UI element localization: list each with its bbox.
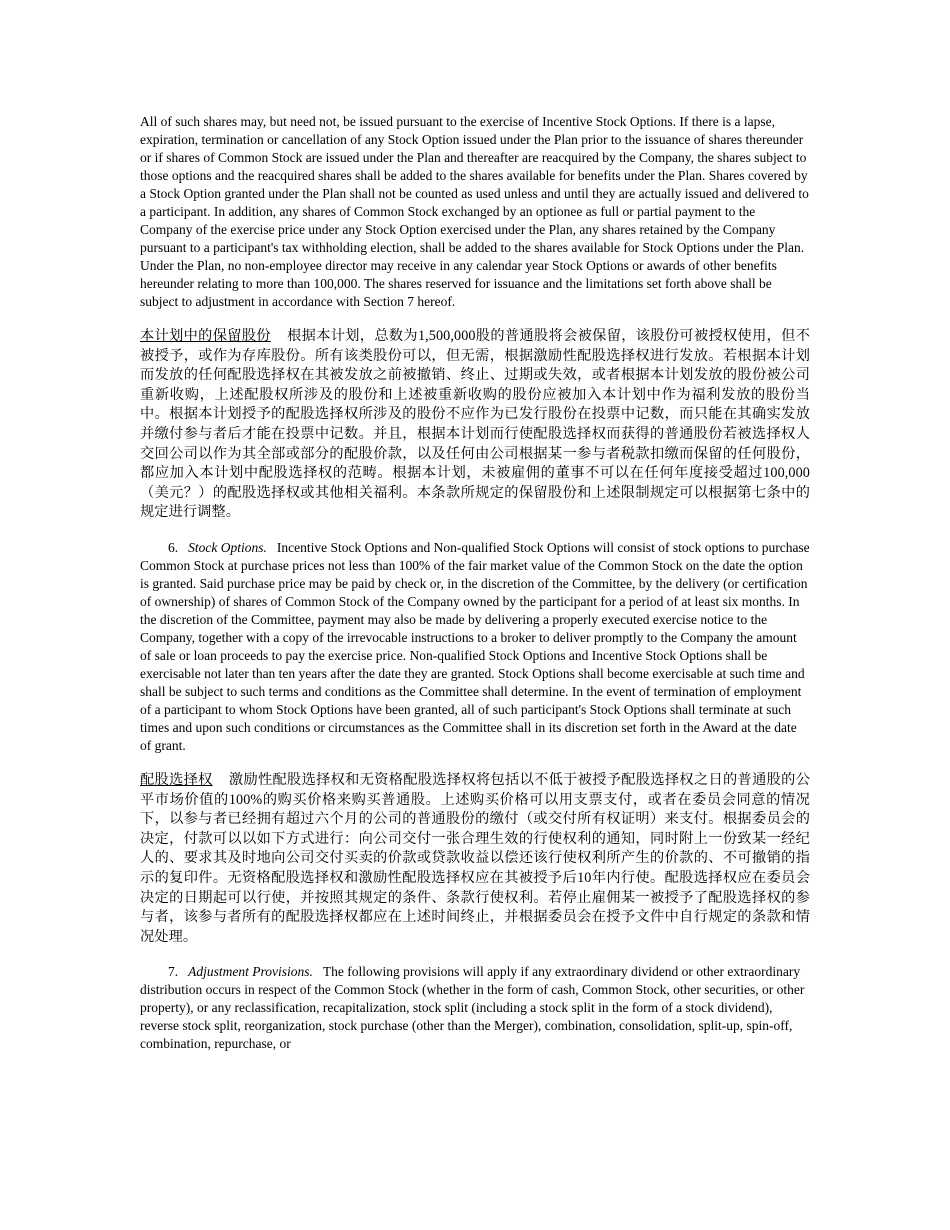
section-7-number: 7. <box>168 964 179 980</box>
body-stock-options-zh: 激励性配股选择权和无资格配股选择权将包括以不低于被授予配股选择权之日的普通股的公平市场价值的100%的购买价格来购买普通股。上述购买价格可以用支票支付，或者在委员会同意的情况下，以参与者已经拥有超过六个月的公司的普通股份的缴付（或交付所有权证明）来支付。根据委员会的决定，付款可以以如下方式进行：向公司交付一张合理生效的行使权利的通知，同时附上一份致某一经纪人的、要求其及时地向公司交付买卖的价款或贷款收益以偿还该行使权利所产生的价款的、不可撤销的指示的复印件。无资格配股选择权和激励性配股选择权应在其被授予后10年内行使。配股选择权应在委员会决定的日期起可以行使，并按照其规定的条件、条款行使权利。若停止雇佣某一被授予了配股选择权的参与者，该参与者所有的配股选择权都应在上述时间终止，并根据委员会在授予文件中自行规定的条款和情况处理。 <box>140 771 810 945</box>
section-6-number: 6. <box>168 539 179 555</box>
document-page <box>140 113 810 1053</box>
paragraph-section-7 <box>140 963 810 1053</box>
heading-stock-options-zh: 配股选择权 <box>140 771 213 788</box>
paragraph-section-6 <box>140 539 810 755</box>
paragraph-shares-reserved-zh <box>140 327 810 523</box>
section-6-title: Stock Options. <box>188 539 267 555</box>
heading-shares-reserved-zh: 本计划中的保留股份 <box>140 328 271 344</box>
paragraph-shares-reserved-en: All of such shares may, but need not, be issued pursuant to the exercise of Incentive Stock Options. If there is a lapse, expiration, termination or cancellation of any Stock Option issued under the Plan prior to the issuance of shares thereunder or if shares of Common Stock are issued under the Plan and thereafter are reacquired by the Company, the shares subject to those options and the reacquired shares shall be added to the shares available for benefits under the Plan. Shares covered by a Stock Option granted under the Plan shall not be counted as used unless and until they are actually issued and delivered to a participant. In addition, any shares of Common Stock exchanged by an optionee as full or partial payment to the Company of the exercise price under any Stock Option exercised under the Plan, any shares retained by the Company pursuant to a participant's tax withholding election, shall be added to the shares available for Stock Options under the Plan. Under the Plan, no non-employee director may receive in any calendar year Stock Options or awards of other benefits hereunder relating to more than 100,000. The shares reserved for issuance and the limitations set forth above shall be subject to adjustment in accordance with Section 7 hereof. <box>140 114 809 309</box>
paragraph-stock-options-zh <box>140 771 810 947</box>
section-6-body: Incentive Stock Options and Non-qualified Stock Options will consist of stock options to purchase Common Stock at purchase prices not less than 100% of the fair market value of the Common Stock on the date the option is granted. Said purchase price may be paid by check or, in the discretion of the Committee, by the delivery (or certification of ownership) of shares of Common Stock of the Company owned by the participant for a period of at least six months. In the discretion of the Committee, payment may also be made by delivering a properly executed exercise notice to the Company, together with a copy of the irrevocable instructions to a broker to deliver promptly to the Company the amount of sale or loan proceeds to pay the exercise price. Non-qualified Stock Options and Incentive Stock Options shall be exercisable not later than ten years after the date they are granted. Stock Options shall become exercisable at such time and shall be subject to such terms and conditions as the Committee shall determine. In the event of termination of employment of a participant to whom Stock Options have been granted, all of such participant's Stock Options shall terminate at such times and upon such conditions or circumstances as the Committee shall in its discretion set forth in the Award at the date of grant. <box>140 539 810 753</box>
section-7-body: The following provisions will apply if any extraordinary dividend or other extraordinary distribution occurs in respect of the Common Stock (whether in the form of cash, Common Stock, other securities, or other property), or any reclassification, recapitalization, stock split (including a stock split in the form of a stock dividend), reverse stock split, reorganization, stock purchase (other than the Merger), combination, consolidation, split-up, spin-off, combination, repurchase, or <box>140 964 805 1052</box>
section-7-title: Adjustment Provisions. <box>188 964 313 980</box>
body-shares-reserved-zh: 根据本计划，总数为1,500,000股的普通股将会被保留，该股份可被授权使用，但不被授予，或作为存库股份。所有该类股份可以，但无需，根据激励性配股选择权进行发放。若根据本计划而发放的任何配股选择权在其被发放之前被撤销、终止、过期或失效，或者根据本计划发放的股份被公司重新收购，上述配股权所涉及的股份和上述被重新收购的股份应被加入本计划中作为福利发放的股份当中。根据本计划授予的配股选择权所涉及的股份不应作为已发行股份在投票中记数，而只能在其确实发放并缴付参与者后才能在投票中记数。并且，根据本计划而行使配股选择权而获得的普通股份若被选择权人交回公司以作为其全部或部分的配股价款，以及任何由公司根据某一参与者税款扣缴而保留的任何股份，都应加入本计划中配股选择权的范畴。根据本计划，未被雇佣的董事不可以在任何年度接受超过100,000（美元？）的配股选择权或其他相关福利。本条款所规定的保留股份和上述限制规定可以根据第七条中的规定进行调整。 <box>140 328 810 521</box>
